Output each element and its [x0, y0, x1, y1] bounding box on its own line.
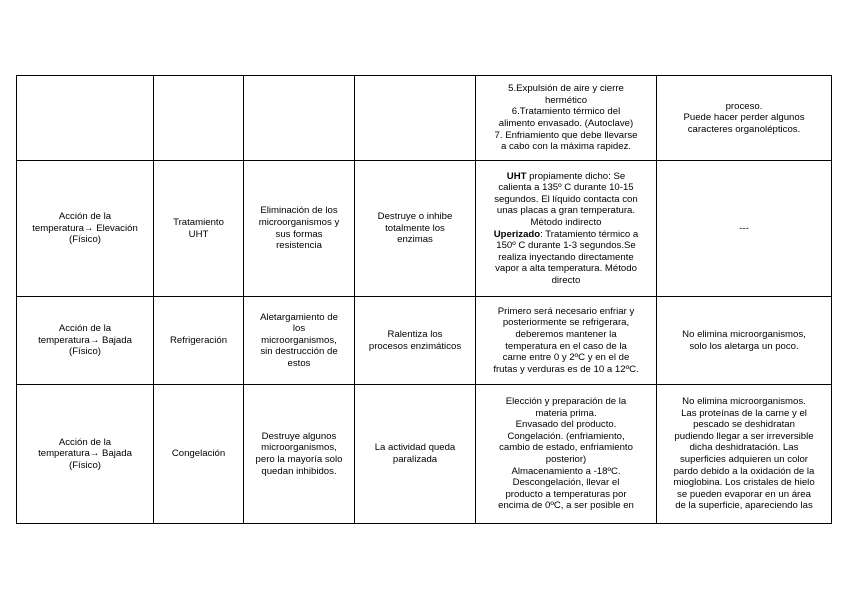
observations-cell — [657, 161, 832, 297]
text-line: se pueden evaporar en un área — [677, 488, 811, 500]
text-fragment: : Tratamiento térmico a — [540, 228, 639, 240]
text-line: Elección y preparación de la — [505, 396, 627, 408]
text-line: unas placas a gran temperatura. — [496, 205, 636, 217]
text-line: pudiendo llegar a ser irreversible — [674, 430, 814, 442]
text-line: --- — [739, 222, 749, 234]
text-line: hermético — [544, 94, 588, 106]
action-cell — [17, 385, 154, 524]
text-line: Aletargamiento de — [260, 311, 338, 323]
text-line: Envasado del producto. — [515, 419, 617, 431]
method-cell — [154, 385, 244, 524]
text-line: alimento envasado. (Autoclave) — [498, 118, 634, 129]
text-line: materia prima. — [535, 407, 597, 419]
empty-cell — [154, 76, 244, 161]
text-line: pero la mayoría solo — [255, 454, 343, 465]
text-line: deberemos mantener la — [515, 328, 617, 340]
text-line: 150º C durante 1-3 segundos.Se — [496, 240, 636, 252]
text-line: vapor a alta temperatura. Método — [495, 263, 637, 275]
text-line: pardo debido a la oxidación de la — [673, 465, 815, 477]
method-cell — [154, 161, 244, 297]
text-line: (Físico) — [69, 346, 101, 358]
text-line — [480, 171, 652, 183]
text-line: Acción de la — [58, 323, 112, 335]
text-line: producto a temperaturas por — [505, 488, 627, 500]
text-line: proceso. — [725, 100, 763, 112]
text-line: Ralentiza los — [387, 328, 443, 340]
text-line: solo los aletarga un poco. — [689, 340, 799, 352]
enzyme-effect-cell — [355, 161, 476, 297]
text-line: frutas y verduras es de 10 a 12ºC. — [493, 363, 639, 375]
text-line: 7. Enfriamiento que debe llevarse — [494, 129, 638, 141]
text-line: cambio de estado, enfriamiento — [499, 442, 633, 454]
text-line: (Físico) — [69, 459, 101, 471]
text-line: Acción de la — [58, 436, 112, 448]
text-line: quedan inhibidos. — [261, 465, 337, 477]
text-line: Método indirecto — [530, 216, 602, 228]
observations-cell — [657, 76, 832, 161]
enzyme-effect-cell — [355, 385, 476, 524]
text-line: Las proteínas de la carne y el — [681, 407, 807, 419]
observations-cell — [657, 297, 832, 385]
text-line: paralizada — [392, 454, 438, 465]
text-line: superficies adquieren un color — [680, 454, 808, 465]
text-line: posterior) — [545, 454, 587, 465]
process-table — [16, 75, 832, 524]
text-line: Tratamiento — [173, 216, 224, 228]
text-line: a cabo con la máxima rapidez. — [500, 141, 632, 153]
procedure-cell — [476, 161, 657, 297]
text-line: encima de 0ºC, a ser posible en — [498, 500, 634, 512]
text-line — [480, 229, 652, 241]
empty-cell — [355, 76, 476, 161]
text-line: microorganismos y — [258, 216, 340, 228]
text-line: Puede hacer perder algunos — [683, 112, 805, 124]
action-cell — [17, 161, 154, 297]
text-fragment: propiamente dicho: Se — [526, 170, 626, 182]
text-line: Acción de la — [58, 211, 112, 223]
text-line: Almacenamiento a -18ºC. — [511, 465, 621, 477]
text-line: de la superficie, apareciendo las — [675, 500, 813, 512]
text-line: Primero será necesario enfriar y — [497, 305, 635, 317]
text-line: carne entre 0 y 2ºC y en el de — [502, 352, 630, 364]
text-line: segundos. El líquido contacta con — [494, 193, 638, 205]
text-line: calienta a 135º C durante 10-15 — [498, 182, 634, 194]
microorganism-effect-cell — [244, 385, 355, 524]
text-line: microorganismos, — [261, 442, 337, 454]
text-line: Congelación. (enfriamiento, — [507, 430, 625, 442]
text-line: 6.Tratamiento térmico del — [511, 106, 621, 118]
observations-cell — [657, 385, 832, 524]
empty-cell — [17, 76, 154, 161]
procedure-cell — [476, 385, 657, 524]
microorganism-effect-cell — [244, 297, 355, 385]
text-line: resistencia — [276, 240, 322, 252]
text-line: La actividad queda — [374, 442, 456, 454]
text-line: estos — [287, 357, 311, 369]
text-line: Destruye o inhibe — [377, 211, 453, 223]
table-row — [17, 161, 832, 297]
text-line: Descongelación, llevar el — [512, 477, 620, 489]
text-line: UHT — [188, 228, 209, 240]
text-line: Congelación — [171, 448, 226, 460]
text-line: microorganismos, — [261, 334, 337, 346]
action-cell — [17, 297, 154, 385]
microorganism-effect-cell — [244, 161, 355, 297]
text-line: mioglobina. Los cristales de hielo — [673, 477, 815, 489]
text-line: Eliminación de los — [260, 205, 338, 217]
text-line: pescado se deshidratan — [693, 419, 795, 431]
text-line: realiza inyectando directamente — [498, 251, 634, 263]
text-line: totalmente los — [385, 222, 445, 234]
text-line: Destruye algunos — [261, 430, 337, 442]
text-line: 5.Expulsión de aire y cierre — [508, 83, 624, 95]
uht-term: UHT — [506, 170, 527, 182]
text-line: sin destrucción de — [260, 346, 338, 358]
text-line: Refrigeración — [169, 334, 228, 346]
text-line: los — [292, 323, 306, 335]
text-line: sus formas — [275, 228, 323, 240]
text-line: temperatura→ Bajada — [38, 448, 132, 460]
procedure-cell — [476, 297, 657, 385]
text-line: enzimas — [397, 234, 433, 246]
table-row — [17, 385, 832, 524]
text-line: directo — [551, 274, 581, 286]
text-line: No elimina microorganismos. — [682, 396, 806, 408]
text-line: temperatura→ Bajada — [38, 334, 132, 346]
table-row — [17, 76, 832, 161]
text-line: temperatura en el caso de la — [505, 340, 627, 352]
method-cell — [154, 297, 244, 385]
enzyme-effect-cell — [355, 297, 476, 385]
text-line: No elimina microorganismos, — [682, 328, 806, 340]
text-line: procesos enzimáticos — [368, 340, 462, 352]
procedure-cell — [476, 76, 657, 161]
text-line: posteriormente se refrigerara, — [502, 317, 630, 329]
table-row — [17, 297, 832, 385]
empty-cell — [244, 76, 355, 161]
text-line: temperatura→ Elevación — [32, 222, 138, 234]
text-line: caracteres organolépticos. — [687, 123, 801, 135]
uperizado-term: Uperizado — [493, 228, 541, 240]
text-line: dicha deshidratación. Las — [689, 442, 799, 454]
text-line: (Físico) — [69, 234, 101, 246]
